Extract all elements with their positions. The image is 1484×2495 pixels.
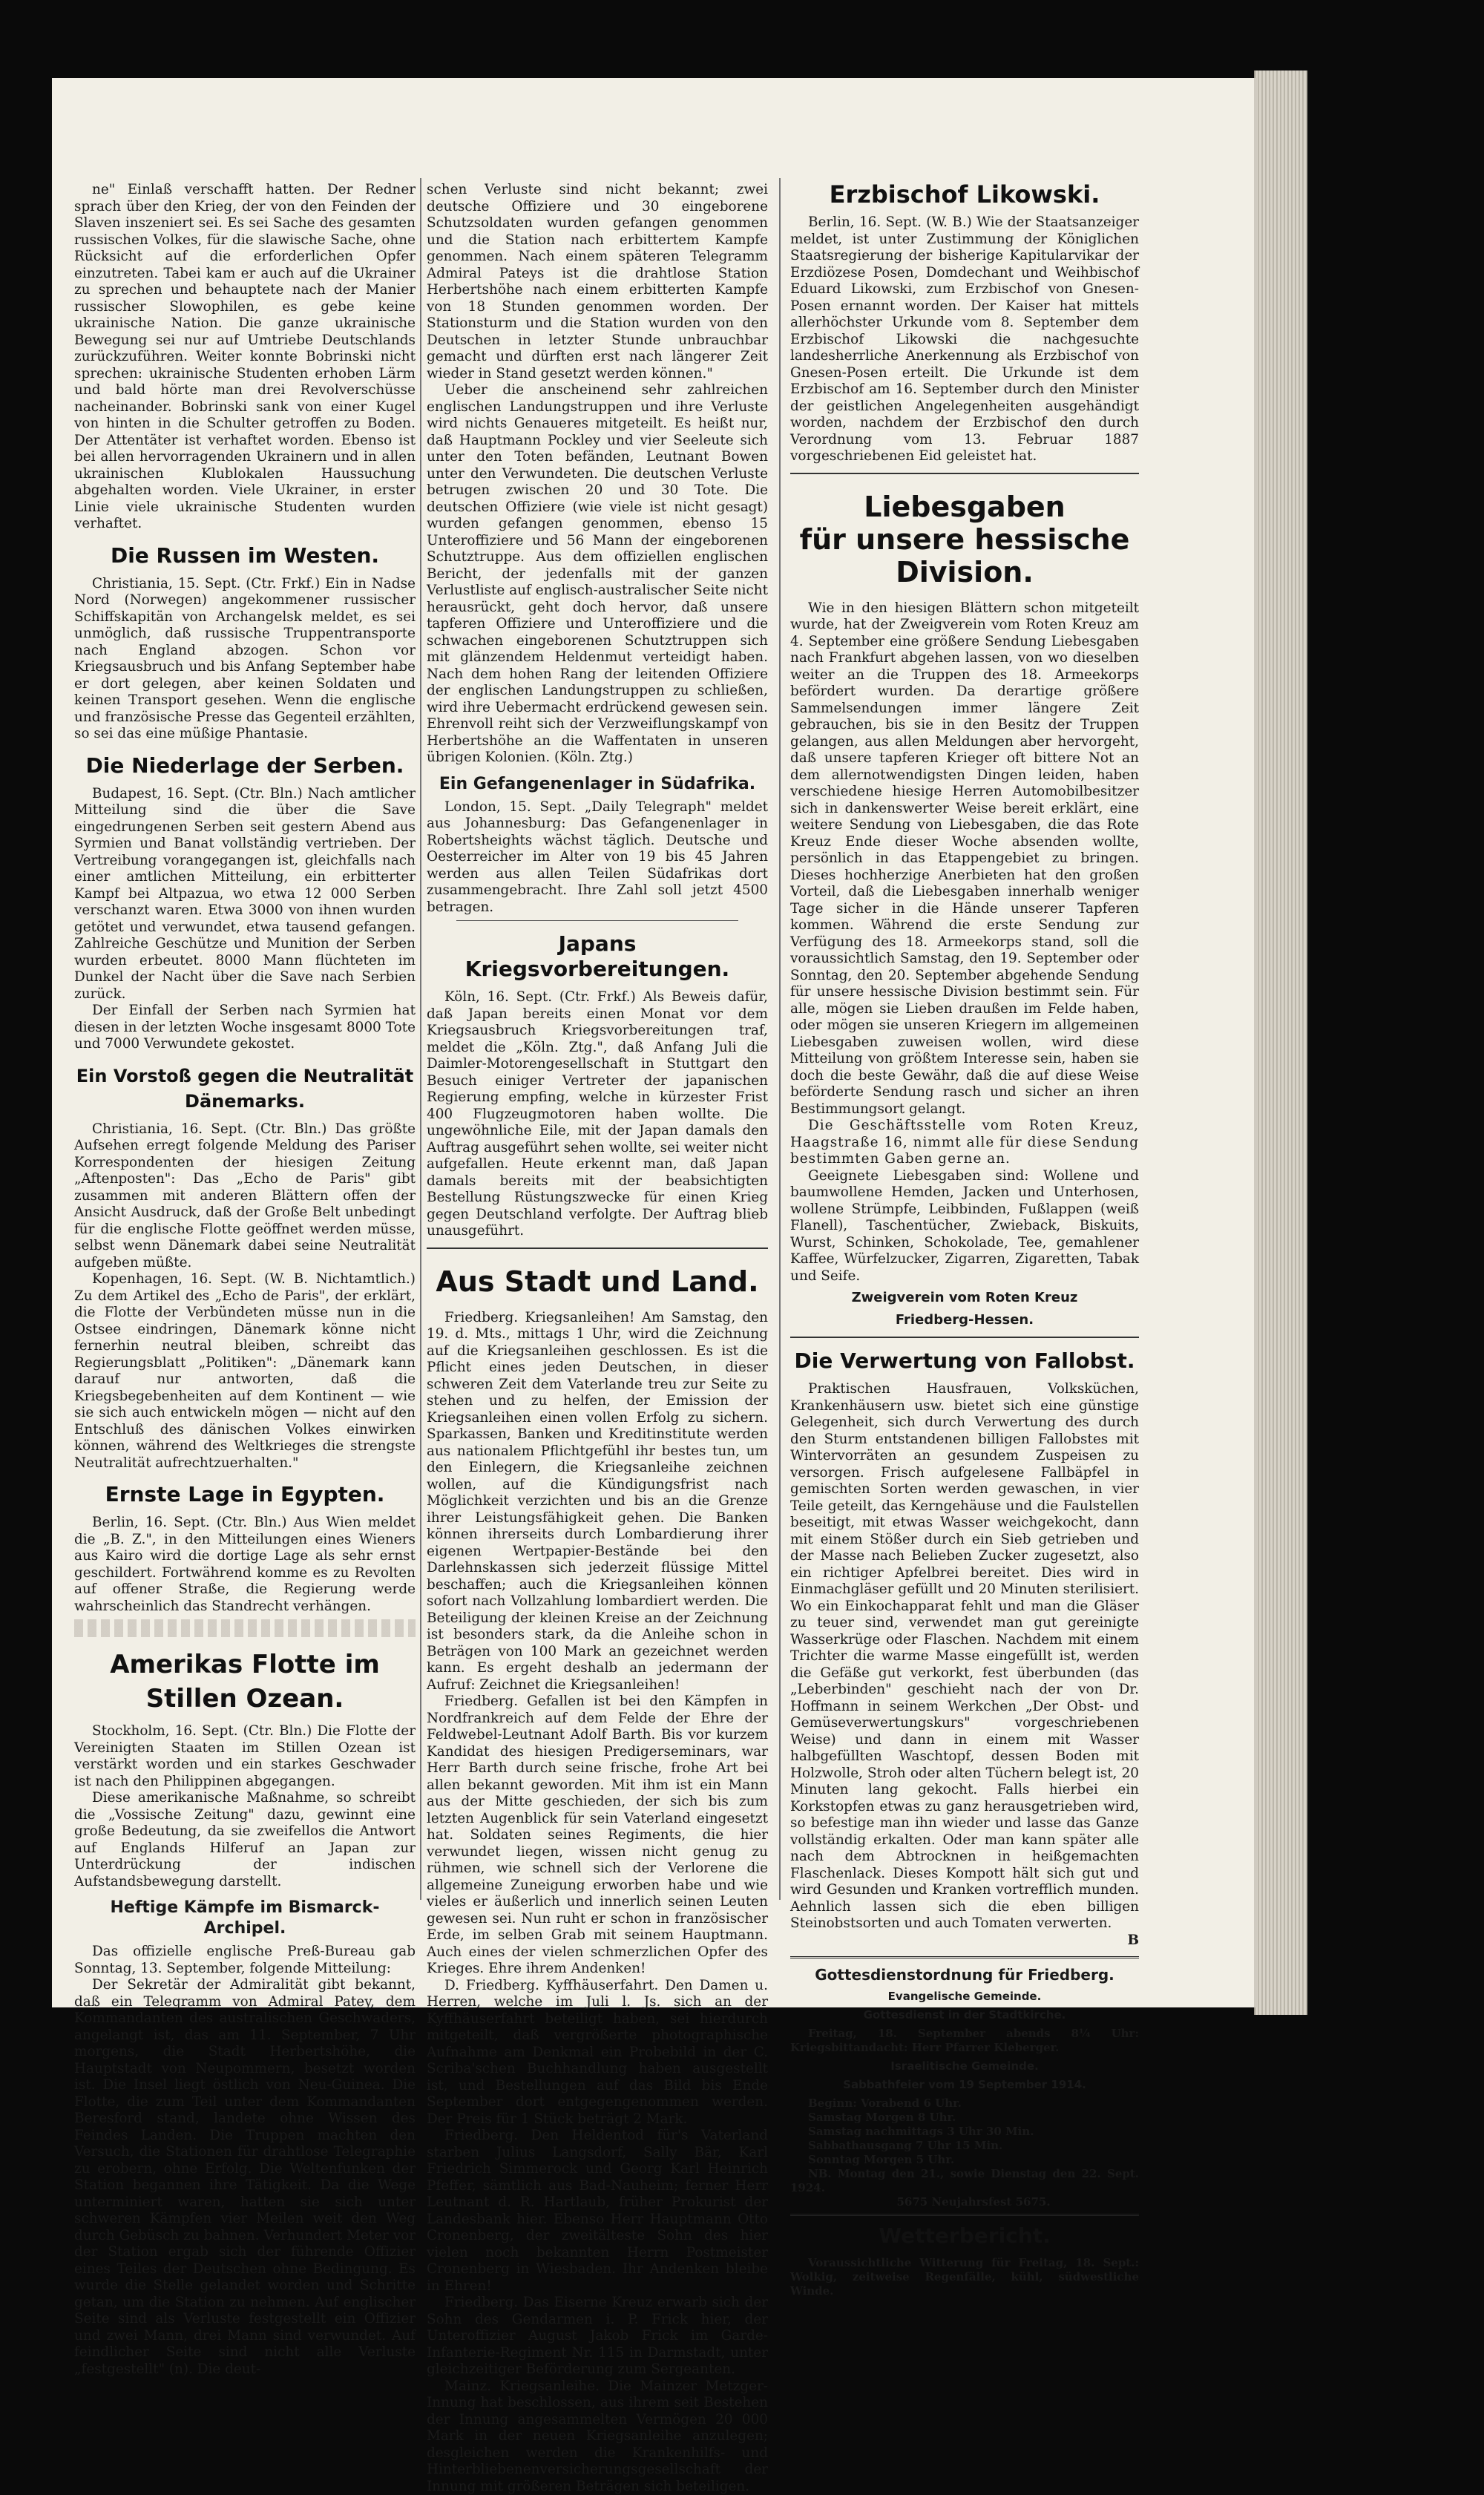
service-schedule [790, 1956, 1139, 2216]
article-text: Friedberg. Kriegsanleihen! Am Samstag, den 19. d. Mts., mittags 1 Uhr, wird die Zeichnung auf die Kriegsanleihen geschlossen. Es ist die Pflicht eines jeden Deutschen, in dieser schweren Zeit dem Vaterlande treu zur Seite zu stehen und zu helfen, der Emission der Kriegsanleihen einen vollen Erfolg zu sichern. Sparkassen, Banken und Kreditinstitute werden aus nationalem Pflichtgefühl ihr bestes tun, um den Einlegern, die Kriegsanleihe zeichnen wollen, auf die Kündigungsfrist nach Möglichkeit verzichten und bis an die Grenze ihrer Leistungsfähigkeit gehen. Die Banken können ihrerseits durch Lombardierung ihrer eigenen Wertpapier-Bestände bei den Darlehnskassen sich jederzeit flüssige Mittel beschaffen; auch die Kriegsanleihen können sofort nach Vollzahlung lombardiert werden. Die Beteiligung der kleinen Kreise an der Zeichnung ist besonders stark, da die Anleihe schon in Beträgen von 100 Mark an gezeichnet werden kann. Es ergeht deshalb an jedermann der Aufruf: Zeichnet die Kriegsanleihen! [427, 1310, 768, 1694]
headline: für unsere hessische Division. [790, 523, 1139, 588]
schedule-line: Sonntag Morgen 5 Uhr. [790, 2153, 1139, 2167]
article-text: Friedberg. Den Heldentod für's Vaterland starben Julius Langsdorf, Sally Bär, Karl Friedrich Simmerock und Georg Karl Heinrich Pfeffer, sämtlich aus Bad-Nauheim; ferner Herr Leutnant d. R. Hartlaub, früher Prokurist der Landesbank hier. Ebenso Herr Hauptmann Otto Cronenberg, der zweitälteste Sohn des hier vielen noch bekannten Herrn Postmeister Cronenberg in Wiesbaden. Ihr Andenken bleibe in Ehren! [427, 2128, 768, 2295]
divider [456, 920, 738, 921]
article-text: schen Verluste sind nicht bekannt; zwei deutsche Offiziere und 30 eingeborene Schutzsoldaten wurden gefangen genommen und die Station nach erbittertem Kampfe genommen. Nach einem späteren Telegramm Admiral Pateys ist die drahtlose Station Herbertshöhe nach einem erbitterten Kampfe von 18 Stunden genommen worden. Der Stationsturm und die Station wurden von den Deutschen in letzter Stunde unbrauchbar gemacht und dürften erst nach längerer Zeit wieder in Stand gesetzt werden können." [427, 182, 768, 382]
headline: Ernste Lage in Egypten. [74, 1482, 416, 1507]
signature: Friedberg-Hessen. [790, 1311, 1139, 1329]
schedule-note: NB. Montag den 21., sowie Dienstag den 22. Sept. 1924. [790, 2167, 1139, 2195]
article-text: Kopenhagen, 16. Sept. (W. B. Nichtamtlich.) Zu dem Artikel des „Echo de Paris", der erklärt, die Flotte der Verbündeten müsse nun in die Ostsee eindringen, Dänemark könne nicht fernerhin neutral bleiben, schreibt das Regierungsblatt „Politiken": „Dänemark kann darauf nur antworten, daß die Kriegsbegebenheiten auf dem Kontinent — wie sie sich auch entwickeln mögen — nicht auf den Entschluß des dänischen Volkes einwirken können, während des Weltkrieges die strengste Neutralität aufrechtzuerhalten." [74, 1271, 416, 1472]
section-title: Evangelische Gemeinde. [790, 1990, 1139, 2004]
censored-line [74, 1619, 416, 1637]
article-text: Praktischen Hausfrauen, Volksküchen, Krankenhäusern usw. bietet sich eine günstige Gelegenheit, sich durch Verwertung des durch den Sturm entstandenen billigen Fallobstes mit Wintervorräten an gesundem Zuspeisen zu versorgen. Frisch aufgelesene Fallbäpfel in gemischten Sorten werden gewaschen, in vier Teile geteilt, das Kerngehäuse und die Faulstellen beseitigt, mit etwas Wasser weichgekocht, dann mit einem Stößer durch ein Sieb getrieben und der Masse nach Belieben Zucker zugesetzt, also ein richtiger Apfelbrei bereitet. Dies wird in Einmachgläser gefüllt und 20 Minuten sterilisiert. Wo ein Einkochapparat fehlt und man die Gläser zu teuer sind, verwendet man gut gereinigte Wasserkrüge oder Flaschen. Nachdem mit einem Trichter die warme Masse eingefüllt ist, werden die Gefäße gut verkorkt, fest überbunden (das „Leberbinden" geschieht nach der von Dr. Hoffmann in seinem Werkchen „Der Obst- und Gemüseverwertungskurs" vorgeschriebenen Weise) und dann in einem mit Wasser halbgefüllten Waschtopf, dessen Boden mit Holzwolle, Stroh oder alten Tüchern belegt ist, 20 Minuten lang gekocht. Falls hierbei ein Korkstopfen etwas zu ganz herausgetrieben wird, so befestige man ihn wieder und lasse das Ganze vollständig erkalten. Oder man kann später alle nach dem Abtrocknen in heißgemachten Flaschenlack. Dieses Kompott hält sich gut und wird Gesunden und Kranken vortrefflich munden. Aehnlich lassen sich die eben billigen Steinobstsorten und auch Tomaten verwerten. [790, 1381, 1139, 1932]
signature: Zweigverein vom Roten Kreuz [790, 1289, 1139, 1307]
article-text: Friedberg. Gefallen ist bei den Kämpfen in Nordfrankreich auf dem Felde der Ehre der Feldwebel-Leutnant Adolf Barth. Bis vor kurzem Kandidat des hiesigen Predigerseminars, war Herr Barth durch seine frische, frohe Art bei allen bekannt geworden. Mit ihm ist ein Mann aus der Mitte geschieden, der sich bis zum letzten Augenblick für sein Vaterland eingesetzt hat. Soldaten seines Regiments, die hier verwundet liegen, wissen nicht genug zu rühmen, wie schnell sich der Verlorene die allgemeine Zuneigung erworben habe und wie vieles er äußerlich und innerlich seinen Leuten gewesen sei. Nun ruht er schon in französischer Erde, im selben Grab mit seinem Hauptmann. Auch eines der vielen schmerzlichen Opfer des Krieges. Ehre ihrem Andenken! [427, 1694, 768, 1978]
article-text: Der Sekretär der Admiralität gibt bekannt, daß ein Telegramm von Admiral Patey, dem Kommandanten des australischen Geschwaders, angelangt ist, das am 11. September, 7 Uhr morgens, die Stadt Herbertshöhe, die Hauptstadt von Neupommern, besetzt worden ist. Die Insel liegt östlich von Neu-Guinea. Die Flotte, die zum Teil unter dem Kommandanten Beresford stand, landete ohne Wissen des Feindes Landen. Die Truppen machten den Versuch, die Stationen für drahtlose Telegraphie zu erobern, ohne Erfolg. Die Weltenfunken der Station begannen ihre Tätigkeit. Da die Wege unterminiert waren, hatten sie sich unter schweren Kämpfen vier Meilen weit den Weg durch Gebüsch zu bahnen. Verhundert Meter vor der Station ergab sich der führende Offizier eines Teiles der Deutschen ohne Bedingung. Es wurde die Stelle gelandet worden und Schritte getan, um die Station zu nehmen. Auf englischer Seite sind als Verluste festgestellt ein Offizier und zwei Mann, drei Mann sind verwundet. Auf feindlicher Seite sind nicht alle Verluste „festgestellt" (n). Die deut- [74, 1977, 416, 2378]
article-text: London, 15. Sept. „Daily Telegraph" meldet aus Johannesburg: Das Gefangenenlager in Robertsheights wächst täglich. Deutsche und Oesterreicher im Alter von 19 bis 45 Jahren werden aus allen Teilen Südafrikas dort zusammengebracht. Ihre Zahl soll jetzt 4500 betragen. [427, 799, 768, 917]
divider [790, 473, 1139, 474]
headline: Erzbischof Likowski. [790, 182, 1139, 207]
column-rule [420, 178, 421, 1900]
article-text: Geeignete Liebesgaben sind: Wollene und baumwollene Hemden, Jacken und Unterhosen, wollene Strümpfe, Leibbinden, Fußlappen (weiß Flanell), Taschentücher, Zwieback, Biskuits, Wurst, Schinken, Schokolade, Tee, gemahlener Kaffee, Würfelzucker, Zigarren, Zigaretten, Tabak und Seife. [790, 1168, 1139, 1285]
article-text: Christiania, 15. Sept. (Ctr. Frkf.) Ein in Nadse Nord (Norwegen) angekommener russischer Schiffskapitän von Archangelsk meldet, es sei unmöglich, daß russische Truppentransporte nach England abzogen. Schon vor Kriegsausbruch und bis Anfang September habe er dort gelegen, aber keinen Soldaten und keinen Transport gesehen. Wenn die englische und französische Presse das Gegenteil erzählten, so sei das eine müßige Phantasie. [74, 576, 416, 743]
weather-text: Voraussichtliche Witterung für Freitag, 18. Sept.: Wolkig, zeitweise Regenfälle, kühl, südwestliche Winde. [790, 2256, 1139, 2298]
article-text: Berlin, 16. Sept. (W. B.) Wie der Staatsanzeiger meldet, ist unter Zustimmung der Königlichen Staatsregierung der bisherige Kapitularvikar der Erzdiözese Posen, Domdechant und Weihbischof Eduard Likowski, zum Erzbischof von Gnesen-Posen ernannt worden. Der Kaiser hat mittels allerhöchster Urkunde vom 8. September dem Erzbischof Likowski die nachgesuchte landesherrliche Anerkennung als Erzbischof von Gnesen-Posen erteilt. Die Urkunde ist dem Erzbischof am 16. September durch den Minister der geistlichen Angelegenheiten ausgehändigt worden, nachdem der Erzbischof den durch Verordnung vom 13. Februar 1887 vorgeschriebenen Eid geleistet hat. [790, 214, 1139, 465]
article-text: ne" Einlaß verschafft hatten. Der Redner sprach über den Krieg, der von den Feinden der Slaven inszeniert sei. Es sei Sache des gesamten russischen Volkes, für die slawische Sache, ohne Rücksicht auf die erforderlichen Opfer einzutreten. Tabei kam er auch auf die Ukrainer zu sprechen und behauptete nach der Manier russischer Slowophilen, es gebe keine ukrainische Nation. Die ganze ukrainische Bewegung sei nur auf Umtriebe Deutschlands zurückzuführen. Weiter konnte Bobrinski nicht sprechen: ukrainische Studenten erhoben Lärm und bald hörte man drei Revolverschüsse nacheinander. Bobrinski sank von einer Kugel von hinten in die Schulter getroffen zu Boden. Der Attentäter ist verhaftet worden. Ebenso ist bei allen hervorragenden Ukrainern und in allen ukrainischen Klublokalen Haussuchung abgehalten worden. Viele Ukrainer, in erster Linie viele ukrainische Studenten wurden verhaftet. [74, 182, 416, 533]
article-text: Das offizielle englische Preß-Bureau gab Sonntag, 13. September, folgende Mitteilung: [74, 1944, 416, 1977]
schedule-title: Gottesdienstordnung für Friedberg. [790, 1964, 1139, 1985]
headline: Amerikas Flotte im Stillen Ozean. [74, 1648, 416, 1716]
divider [790, 1337, 1139, 1338]
article-text: D. Friedberg. Kyffhäuserfahrt. Den Damen u. Herren, welche im Juli l. Js. sich an der Kyffhäuserfahrt beteiligt haben, sei hierdurch mitgeteilt, daß vergrößerte photographische Aufnahme am Denkmal ein Probebild in der C. Scriba'schen Buchhandlung haben ausgestellt ist, und Bestellungen auf das Bild bis Ende September dort entgegengenommen werden. Der Preis für 1 Stück beträgt 2 Mark. [427, 1978, 768, 2128]
headline: Die Verwertung von Fallobst. [790, 1348, 1139, 1374]
section-subtitle: Gottesdienst in der Stadtkirche. [790, 2008, 1139, 2022]
schedule-line: Beginn: Vorabend 6 Uhr. [790, 2096, 1139, 2111]
schedule-line: Sabbathausgang 7 Uhr 15 Min. [790, 2139, 1139, 2153]
author-initial: B [790, 1932, 1139, 1950]
article-text: Der Einfall der Serben nach Syrmien hat diesen in der letzten Woche insgesamt 8000 Tote und 7000 Verwundete gekostet. [74, 1003, 416, 1053]
column-rule [779, 178, 781, 1900]
headline: Ein Gefangenenlager in Südafrika. [427, 774, 768, 795]
article-text: Berlin, 16. Sept. (Ctr. Bln.) Aus Wien meldet die „B. Z.", in den Mitteilungen eines Wieners aus Kairo wird die dortige Lage als sehr ernst geschildert. Fortwährend komme es zu Revolten auf offener Straße, die Regierung werde wahrscheinlich das Standrecht verhängen. [74, 1515, 416, 1615]
headline: Liebesgaben [790, 491, 1139, 523]
headline: Heftige Kämpfe im Bismarck-Archipel. [74, 1898, 416, 1939]
article-text: Die Geschäftsstelle vom Roten Kreuz, Haagstraße 16, nimmt alle für diese Sendung bestimmten Gaben gerne an. [790, 1118, 1139, 1168]
headline: Ein Vorstoß gegen die Neutralität Dänemarks. [74, 1063, 416, 1114]
headline: Die Russen im Westen. [74, 543, 416, 568]
article-text: Stockholm, 16. Sept. (Ctr. Bln.) Die Flotte der Vereinigten Staaten im Stillen Ozean ist verstärkt worden und ein starkes Geschwader ist nach den Philippinen abgegangen. [74, 1723, 416, 1790]
article-text: Diese amerikanische Maßnahme, so schreibt die „Vossische Zeitung" dazu, gewinnt eine große Bedeutung, da sie zweifellos die Antwort auf Englands Hilferuf an Japan zur Unterdrückung der indischen Aufstandsbewegung darstellt. [74, 1790, 416, 1890]
page-edges [1254, 71, 1307, 2015]
headline: Aus Stadt und Land. [427, 1265, 768, 1298]
headline: Japans Kriegsvorbereitungen. [427, 931, 768, 982]
article-text: Christiania, 16. Sept. (Ctr. Bln.) Das größte Aufsehen erregt folgende Meldung des Pariser Korrespondenten der hiesigen Zeitung „Aftenposten": Das „Echo de Paris" gibt zusammen mit anderen Blättern offen der Ansicht Ausdruck, daß der Große Belt unbedingt für die englische Flotte geöffnet werden müsse, selbst wenn Dänemark dabei seine Neutralität aufgeben müßte. [74, 1121, 416, 1272]
schedule-text: Freitag, 18. September abends 8¼ Uhr: Kriegsbittandacht: Herr Pfarrer Kleberger. [790, 2027, 1139, 2055]
schedule-note: 5675 Neujahrsfest 5675. [790, 2195, 1139, 2209]
column-3 [790, 182, 1139, 1896]
article-text: Köln, 16. Sept. (Ctr. Frkf.) Als Beweis dafür, daß Japan bereits einen Monat vor dem Kriegsausbruch Kriegsvorbereitungen traf, meldet die „Köln. Ztg.", daß Anfang Juli die Daimler-Motorengesellschaft in Stuttgart den Besuch einiger Vertreter der japanischen Regierung empfing, welche in kürzester Frist 400 Flugzeugmotoren haben wollte. Die ungewöhnliche Eile, mit der Japan damals den Auftrag ausgeführt sehen wollte, sei weiter nicht aufgefallen. Heute erkennt man, daß Japan damals bereits mit der beabsichtigten Bestellung Rüstungszwecke für einen Krieg gegen Deutschland verfolgte. Der Auftrag blieb unausgeführt. [427, 989, 768, 1240]
headline: Die Niederlage der Serben. [74, 753, 416, 778]
article-text: Budapest, 16. Sept. (Ctr. Bln.) Nach amtlicher Mitteilung sind die über die Save eingedrungenen Serben seit gestern Abend aus Syrmien und Banat vollständig vertrieben. Der Vertreibung vorangegangen ist, gleichfalls nach einer amtlichen Mitteilung, ein erbitterter Kampf bei Altpazua, wo etwa 12 000 Serben verschanzt waren. Etwa 3000 von ihnen wurden getötet und verwundet, etwa tausend gefangen. Zahlreiche Geschütze und Munition der Serben wurden erbeutet. 8000 Mann flüchteten im Dunkel der Nacht über die Save nach Serbien zurück. [74, 786, 416, 1003]
article-text: Mainz. Kriegsanleihe. Die Mainzer Metzger-Innung hat beschlossen, aus ihrem seit Bestehen der Innung angesammelten Vermögen 20 000 Mark in der neuen Kriegsanleihe anzulegen; desgleichen werden die Krankenhilfs- und Hinterbliebenenversicherungsgesellschaft der Innung mit größeren Beträgen sich beteiligen. [427, 2378, 768, 2495]
article-text: Ueber die anscheinend sehr zahlreichen englischen Landungstruppen und ihre Verluste wird nichts Genaueres mitgeteilt. Es heißt nur, daß Hauptmann Pockley und vier Seeleute sich unter den Toten befänden, Leutnant Bowen unter den Verwundeten. Die deutschen Verluste betrugen zwischen 20 und 30 Tote. Die deutschen Offiziere (wie viele ist nicht gesagt) wurden gefangen genommen, ebenso 15 Unteroffiziere und 56 Mann der eingeborenen Schutztruppe. Aus dem offiziellen englischen Bericht, der jedenfalls mit der ganzen Verlustliste auf englisch-australischer Seite nicht herausrückt, geht doch hervor, daß unsere tapferen Offiziere und Unteroffiziere und die schwachen eingeborenen Schutztruppen sich mit glänzendem Heldenmut verteidigt haben. Nach dem hohen Rang der leitenden Offiziere der englischen Landungstruppen zu schließen, wird ihre Uebermacht erdrückend gewesen sein. Ehrenvoll reiht sich der Verzweiflungskampf von Herbertshöhe an die Waffentaten in unseren übrigen Kolonien. (Köln. Ztg.) [427, 382, 768, 767]
schedule-line: Samstag nachmittags 3 Uhr 30 Min. [790, 2125, 1139, 2139]
column-2 [427, 182, 768, 1896]
article-text: Wie in den hiesigen Blättern schon mitgeteilt wurde, hat der Zweigverein vom Roten Kreuz am 4. September eine größere Sendung Liebesgaben nach Frankfurt abgehen lassen, von wo dieselben weiter an die Truppen des 18. Armeekorps befördert wurden. Da derartige größere Sammelsendungen immer längere Zeit gebrauchen, bis sie in den Besitz der Truppen gelangen, aus allen Meldungen aber hervorgeht, daß unsere tapferen Krieger oft bittere Not an dem allernotwendigsten Dingen leiden, haben verschiedene hiesige Herren Automobilbesitzer sich in dankenswerter Weise bereit erklärt, eine weitere Sendung von Liebesgaben, die das Rote Kreuz Ende dieser Woche absenden wollte, persönlich in das Etappengebiet zu bringen. Dieses hochherzige Anerbieten hat den großen Vorteil, daß die Liebesgaben innerhalb weniger Tage sicher in die Hände unserer Tapferen kommen. Während die erste Sendung zur Verfügung des 18. Armeekorps stand, soll die voraussichtlich Samstag, den 19. September oder Sonntag, den 20. September abgehende Sendung für unsere hessische Division bestimmt sein. Für alle, mögen sie Lieben draußen im Felde haben, oder mögen sie unseren Kriegern im allgemeinen Liebesgaben zuweisen wollen, wird diese Mitteilung von größtem Interesse sein, haben sie doch die beste Gewähr, daß die auf diese Weise beförderte Sendung rasch und sicher an ihren Bestimmungsort gelangt. [790, 600, 1139, 1118]
section-subtitle: Sabbathfeier vom 19 September 1914. [790, 2078, 1139, 2092]
divider [427, 1248, 768, 1249]
column-1 [74, 182, 416, 1896]
section-title: Israelitische Gemeinde. [790, 2059, 1139, 2073]
article-text: Friedberg. Das Eiserne Kreuz erwarb sich der Sohn des Gendarmen i. P. Frick hier, der Unteroffizier August Jakob Frick im Garde-Infanterie-Regiment Nr. 115 in Darmstadt, unter gleichzeitiger Beförderung zum Sergeanten. [427, 2295, 768, 2378]
headline: Wetterbericht. [790, 2223, 1139, 2249]
schedule-line: Samstag Morgen 8 Uhr. [790, 2111, 1139, 2125]
